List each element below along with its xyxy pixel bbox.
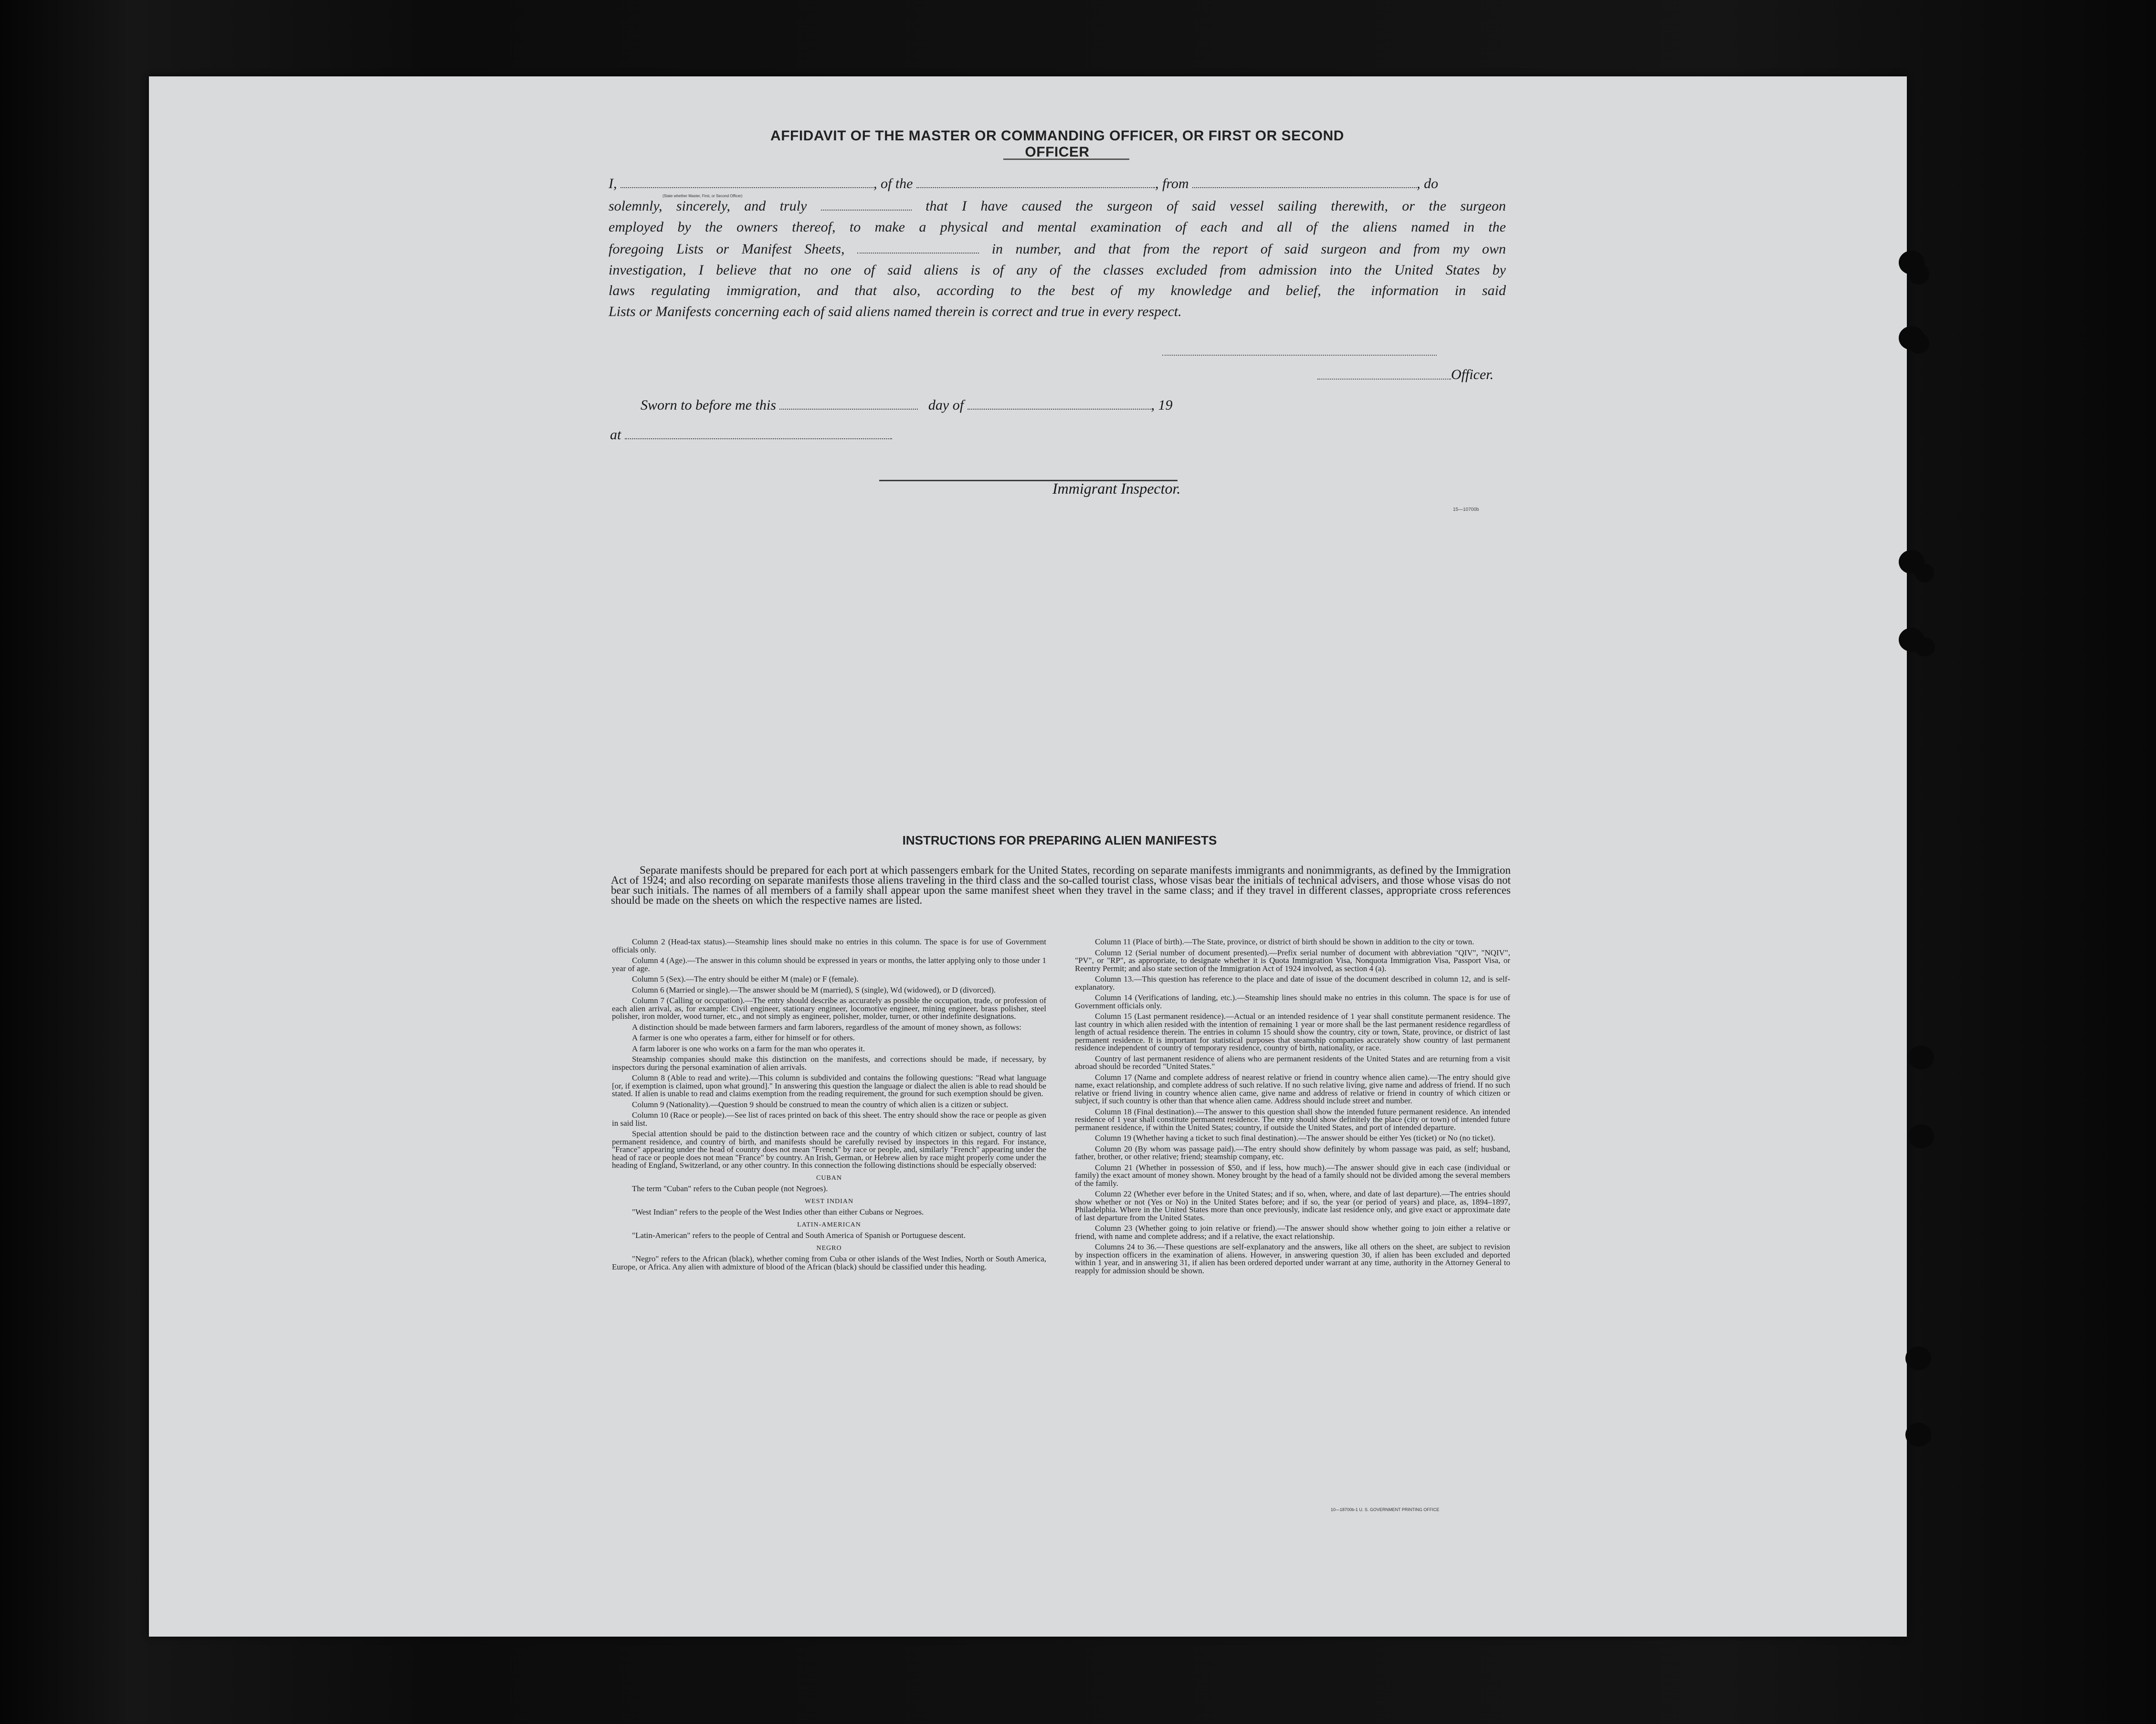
truly-field[interactable] (821, 200, 912, 211)
port-field[interactable] (1192, 178, 1417, 188)
sworn-text: day of (928, 397, 964, 413)
affidavit-title: AFFIDAVIT OF THE MASTER OR COMMANDING OFFICER, OR FIRST OR SECOND OFFICER (770, 128, 1344, 160)
punch-hole (1905, 1423, 1931, 1447)
affidavit-text: solemnly, sincerely, and truly (609, 198, 807, 214)
affidavit-line-3: employed by the owners thereof, to make a physical and mental examination of each and all of the aliens named in the (609, 219, 1506, 235)
affidavit-of-the: , of the (873, 176, 913, 191)
instruction-paragraph: Column 6 (Married or single).—The answer should be M (married), S (single), Wd (widowed), or D (divorced). (632, 985, 996, 994)
instruction-paragraph: Country of last permanent residence of aliens who are permanent residents of the United States and are returning from a visit abroad should be recorded "United States." (1075, 1054, 1510, 1071)
instruction-paragraph: Column 9 (Nationality).—Question 9 should be construed to mean the country of which alien is a citizen or subject. (632, 1100, 1009, 1109)
instruction-paragraph: Column 11 (Place of birth).—The State, province, or district of birth should be shown in addition to the city or town. (1095, 937, 1474, 946)
instruction-paragraph: Column 8 (Able to read and write).—This column is subdivided and contains the following questions: "Read what language [or, if exemption is claimed, upon what ground]." In answering this question the language or dialect the alien is able to read should be stated. If alien is unable to read and claims exemption from the reading requirement, the ground for such exemption should be given. (612, 1073, 1046, 1098)
affidavit-from: , from (1155, 176, 1189, 191)
affidavit-line-2 (609, 198, 1506, 214)
instruction-paragraph: Column 19 (Whether having a ticket to such final destination).—The answer should be either Yes (ticket) or No (no ticket). (1095, 1133, 1495, 1142)
sworn-place-field[interactable] (625, 429, 892, 439)
instruction-paragraph: Column 7 (Calling or occupation).—The entry should describe as accurately as possible the occupation, trade, or profession of each alien arrival, as, for example: Civil engineer, stationary engineer, locomotive engineer, mining engineer, brass polisher, steel polisher, iron molder, wood turner, etc., and not simply as engineer, polisher, molder, turner, or other indefinite designations. (612, 996, 1046, 1021)
instruction-paragraph: Column 14 (Verifications of landing, etc.).—Steamship lines should make no entries in this column. The space is for use of Government officials only. (1075, 993, 1510, 1010)
affidavit-text: foregoing Lists or Manifest Sheets, (609, 241, 845, 257)
instruction-paragraph: Special attention should be paid to the distinction between race and the country of which citizen or subject, country of last permanent residence, and country of birth, and manifests should be carefully revised by inspectors in this regard. For instance, "France" appearing under the head of country does not mean "French" by race or people, and, similarly "French" appearing under the head of race or people does not mean "France" by country. An Irish, German, or Hebrew alien by race might properly come under the heading of England, Switzerland, or any other country. In this connection the following distinctions should be especially observed: (612, 1129, 1046, 1170)
officer-rank-field[interactable] (621, 178, 873, 188)
sworn-year: , 19 (1151, 397, 1173, 413)
at-label: at (610, 427, 621, 443)
instruction-paragraph: Columns 24 to 36.—These questions are self-explanatory and the answers, like all others on the sheet, are subject to revision by inspection officers in the examination of aliens. However, in answering question 30, if alien has been excluded and deported within 1 year, and in answering 31, if alien has been ordered deported under warrant at any time, authority in the Attorney General to reapply for admission should be shown. (1075, 1242, 1510, 1275)
instruction-paragraph: Column 17 (Name and complete address of nearest relative or friend in country whence alien came).—The entry should give name, exact relationship, and complete address of such relative. If no such relative living, give name and address of friend. If no such relative or friend living in country whence alien came, give name and address of relative or friend in country of which citizen or subject, if such country is other than that whence alien came. Address should include street and number. (1075, 1072, 1510, 1105)
affidavit-text: that I have caused the surgeon of said vessel sailing therewith, or the surgeon (926, 198, 1506, 214)
negro-definition: "Negro" refers to the African (black), whether coming from Cuba or other islands of the West Indies, North or South America, Europe, or Africa. Any alien with admixture of blood of the African (black) should be classified under this heading. (612, 1254, 1046, 1271)
sworn-line (641, 397, 1173, 413)
punch-hole (1908, 1124, 1934, 1148)
instruction-paragraph: Column 5 (Sex).—The entry should be either M (male) or F (female). (632, 974, 859, 984)
officer-label: Officer. (1451, 367, 1494, 382)
sworn-month-field[interactable] (968, 399, 1151, 410)
instruction-paragraph: Column 10 (Race or people).—See list of races printed on back of this sheet. The entry should show the race or people as given in said list. (612, 1111, 1046, 1128)
instruction-paragraph: Column 2 (Head-tax status).—Steamship lines should make no entries in this column. The space is for use of Government officials only. (612, 937, 1046, 954)
latin-american-definition: "Latin-American" refers to the people of Central and South America of Spanish or Portuguese descent. (632, 1231, 966, 1240)
instruction-paragraph: Steamship companies should make this distinction on the manifests, and corrections should be made, if necessary, by inspectors during the personal examination of alien arrivals. (612, 1055, 1046, 1072)
sheet-count-field[interactable] (857, 243, 979, 254)
inspector-label: Immigrant Inspector. (1052, 480, 1181, 497)
sworn-day-field[interactable] (779, 399, 918, 410)
instruction-paragraph: Column 22 (Whether ever before in the United States; and if so, when, where, and date of last departure).—The entries should show whether or not (Yes or No) in the United States before; and if so, the year (or period of years) and place, as, 1894–1897, Philadelphia. Where in the United States more than once previously, indicate last residence only, and give exact or approximate date of last departure from the United States. (1075, 1189, 1510, 1222)
punch-hole (1905, 1346, 1931, 1370)
instruction-paragraph: A farm laborer is one who works on a farm for the man who operates it. (632, 1044, 865, 1053)
cuban-definition: The term "Cuban" refers to the Cuban people (not Negroes). (632, 1184, 828, 1193)
instruction-paragraph: Column 23 (Whether going to join relative or friend).—The answer should show whether going to join either a relative or friend, with name and complete address; and if a relative, the exact relationship. (1075, 1224, 1510, 1241)
latin-american-heading: LATIN-AMERICAN (797, 1221, 861, 1228)
instruction-paragraph: Column 21 (Whether in possession of $50, and if less, how much).—The answer should give in each case (individual or family) the exact amount of money shown. Money brought by the head of a family should not be divided among the several members of the family. (1075, 1163, 1510, 1188)
affidavit-line-6: laws regulating immigration, and that also, according to the best of my knowledge and belief, the information in said (609, 283, 1506, 298)
punch-hole (1915, 563, 1934, 582)
at-line (610, 427, 892, 443)
affidavit-line-5: investigation, I believe that no one of said aliens is of any of the classes excluded from admission into the United States by (609, 262, 1506, 278)
instruction-paragraph: A farmer is one who operates a farm, either for himself or for others. (632, 1033, 855, 1042)
west-indian-heading: WEST INDIAN (804, 1197, 854, 1205)
instruction-paragraph: Column 20 (By whom was passage paid).—The entry should show definitely by whom passage was paid, as self; husband, father, brother, or other relative; friend; steamship company, etc. (1075, 1144, 1510, 1161)
instruction-paragraph: Column 13.—This question has reference to the place and date of issue of the document described in column 12, and is self-explanatory. (1075, 974, 1510, 992)
instruction-paragraph: Column 18 (Final destination).—The answer to this question shall show the intended future permanent residence. An intended residence of 1 year shall constitute permanent residence. The entry should show definitely the place (city or town) of intended future permanent residence, if within the United States; country, if outside the United States, and port of intended departure. (1075, 1107, 1510, 1132)
instruction-paragraph: Column 12 (Serial number of document presented).—Prefix serial number of document with abbreviation "QIV", "NQIV", "PV", or "RP", as appropriate, to designate whether it is Quota Immigration Visa, Nonquota Immigration Visa, Passport Visa, or Reentry Permit; and also state section of the Immigration Act of 1924 involved, as section 4 (a). (1075, 948, 1510, 973)
instruction-paragraph: A distinction should be made between farmers and farm laborers, regardless of the amount of money shown, as follows: (632, 1022, 1021, 1032)
instructions-title: INSTRUCTIONS FOR PREPARING ALIEN MANIFESTS (902, 833, 1217, 847)
affidavit-line-4 (609, 241, 1506, 257)
affidavit-i: I, (609, 176, 617, 191)
west-indian-definition: "West Indian" refers to the people of the West Indies other than either Cubans or Negroes. (632, 1207, 924, 1216)
affidavit-line-1 (609, 176, 1506, 192)
officer-rank-caption: (State whether Master, First, or Second Officer) (663, 194, 743, 198)
affidavit-line-7: Lists or Manifests concerning each of said aliens named therein is correct and true in every respect. (609, 304, 1182, 319)
instruction-paragraph: Column 15 (Last permanent residence).—Actual or an intended residence of 1 year shall constitute permanent residence. The last country in which alien resided with the intention of remaining 1 year or more shall be the last permanent residence regardless of length of actual residence therein. The entries in column 15 should show the country, city or town, State, province, or district of last permanent residence. It is important for statistical purposes that steamship companies accurately show country of last permanent residence independent of country of temporary residence, country of birth, nationality, or race. (1075, 1012, 1510, 1052)
form-number: 15—10700b (1453, 507, 1479, 512)
vessel-name-field[interactable] (916, 178, 1155, 188)
punch-hole (1914, 637, 1935, 656)
cuban-heading: CUBAN (816, 1174, 842, 1182)
negro-heading: NEGRO (816, 1244, 842, 1252)
affidavit-text: in number, and that from the report of said surgeon and from my own (991, 241, 1506, 257)
punch-hole (1908, 264, 1929, 285)
sworn-text: Sworn to before me this (641, 397, 776, 413)
affidavit-do: , do (1417, 176, 1439, 191)
officer-signature-line[interactable] (1162, 355, 1437, 356)
officer-title-line[interactable] (1317, 379, 1451, 380)
printer-line: 10—18700b-1 U. S. GOVERNMENT PRINTING OFFICE (1331, 1507, 1440, 1512)
title-underline (1003, 159, 1129, 160)
instructions-left-column (612, 938, 1046, 1274)
intro-paragraph: Separate manifests should be prepared for each port at which passengers embark for the United States, recording on separate manifests immigrants and nonimmigrants, as defined by the Immigration Act of 1924; and also recording on separate manifests those aliens traveling in the third class and the so-called tourist class, whose visas bear the initials of technical advisers, and those whose visas do not bear such initials. The names of all members of a family shall appear upon the same manifest sheet when they travel in the same class; and if they travel in different classes, appropriate cross references should be made on the sheets on which the respective names are listed. (611, 864, 1511, 906)
punch-hole (1908, 333, 1929, 354)
punch-hole (1908, 1046, 1934, 1069)
instructions-right-column (1075, 938, 1510, 1278)
instruction-paragraph: Column 4 (Age).—The answer in this column should be expressed in years or months, the latter applying only to those under 1 year of age. (612, 956, 1046, 973)
